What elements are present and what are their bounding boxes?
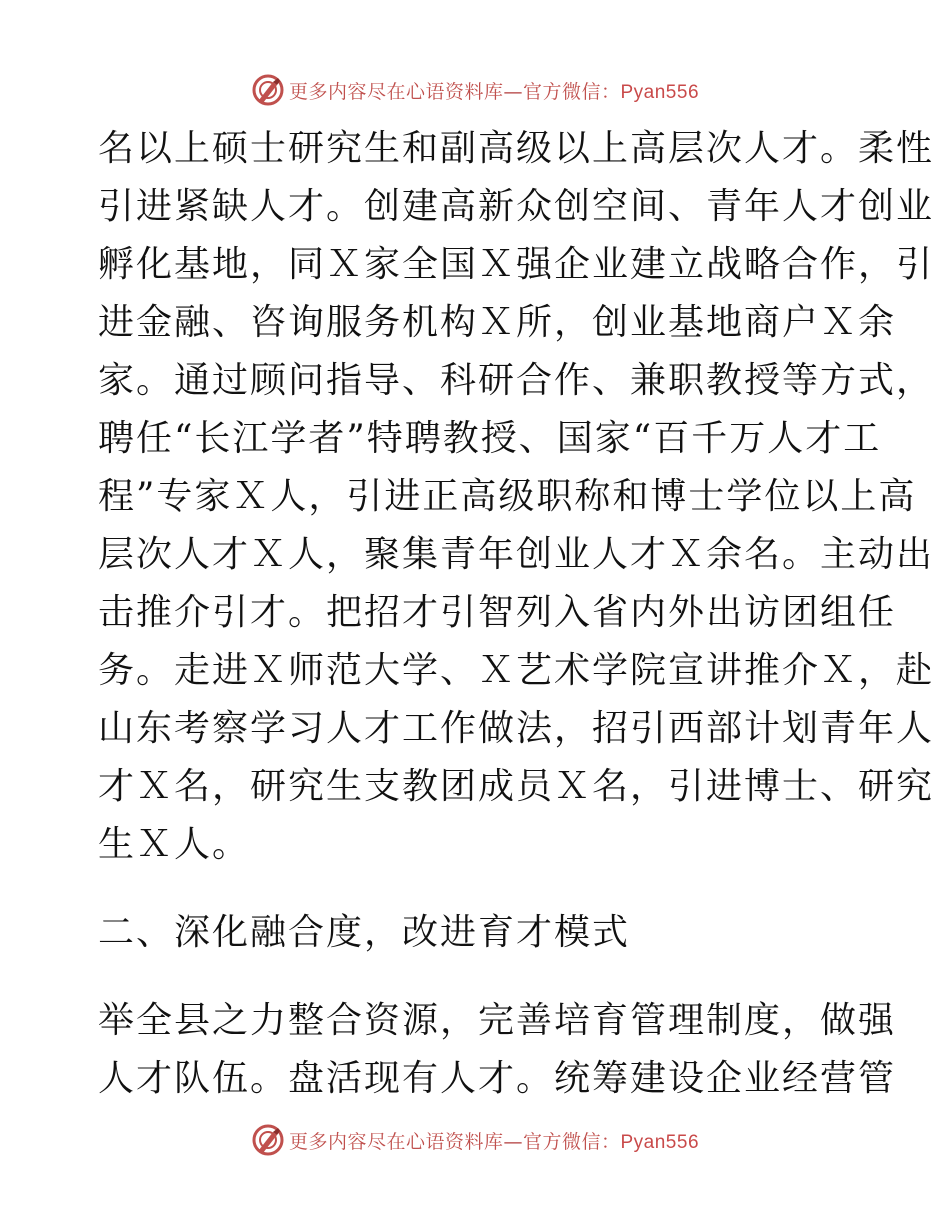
body-line: 才Ｘ名，研究生支教团成员Ｘ名，引进博士、研究 bbox=[98, 766, 935, 807]
header-banner-content bbox=[251, 73, 699, 107]
body-line: 家。通过顾问指导、科研合作、兼职教授等方式， bbox=[98, 360, 935, 401]
document-body bbox=[98, 120, 935, 1108]
site-name: 更多内容尽在心语资料库 bbox=[288, 1130, 504, 1153]
footer-banner-text bbox=[289, 1127, 699, 1154]
footer-banner bbox=[0, 1120, 950, 1160]
header-banner bbox=[0, 70, 950, 110]
body-line: 进金融、咨询服务机构Ｘ所，创业基地商户Ｘ余 bbox=[98, 302, 897, 343]
body-line: 孵化基地，同Ｘ家全国Ｘ强企业建立战略合作，引 bbox=[98, 244, 935, 285]
section-heading: 二、深化融合度，改进育才模式 bbox=[98, 912, 631, 953]
body-line: 务。走进Ｘ师范大学、Ｘ艺术学院宣讲推介Ｘ，赴 bbox=[98, 650, 935, 691]
body-line: 击推介引才。把招才引智列入省内外出访团组任 bbox=[98, 592, 897, 633]
banner-dash: — bbox=[503, 1130, 523, 1153]
body-line: 人才队伍。盘活现有人才。统筹建设企业经营管 bbox=[98, 1058, 897, 1099]
body-line: 举全县之力整合资源，完善培育管理制度，做强 bbox=[98, 1000, 897, 1041]
pen-logo-icon bbox=[251, 73, 285, 107]
banner-dash: — bbox=[503, 80, 523, 103]
wechat-id: Pyan556 bbox=[620, 1131, 700, 1153]
body-line: 层次人才Ｘ人，聚集青年创业人才Ｘ余名。主动出 bbox=[98, 534, 935, 575]
body-line: 引进紧缺人才。创建高新众创空间、青年人才创业 bbox=[98, 186, 935, 227]
body-line: 生Ｘ人。 bbox=[98, 824, 251, 865]
site-name: 更多内容尽在心语资料库 bbox=[288, 80, 504, 103]
body-line: 聘任“长江学者”特聘教授、国家“百千万人才工 bbox=[98, 418, 882, 459]
paragraph-gap bbox=[98, 874, 858, 904]
body-line: 程”专家Ｘ人，引进正高级职称和博士学位以上高 bbox=[98, 476, 917, 517]
official-label: 官方微信： bbox=[522, 1130, 621, 1153]
footer-banner-content bbox=[251, 1123, 699, 1157]
body-line: 名以上硕士研究生和副高级以上高层次人才。柔性 bbox=[98, 128, 935, 169]
pen-logo-icon bbox=[251, 1123, 285, 1157]
paragraph-gap bbox=[98, 962, 858, 992]
official-label: 官方微信： bbox=[522, 80, 621, 103]
wechat-id: Pyan556 bbox=[620, 81, 700, 103]
header-banner-text bbox=[289, 77, 699, 104]
body-line: 山东考察学习人才工作做法，招引西部计划青年人 bbox=[98, 708, 935, 749]
